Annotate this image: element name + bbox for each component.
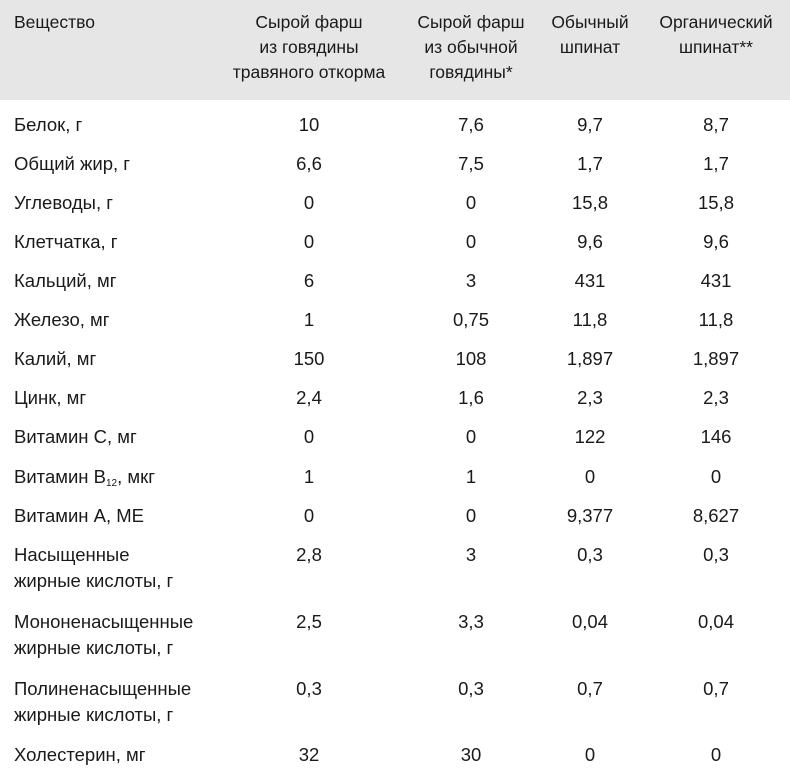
- row-label: Цинк, мг: [14, 387, 87, 408]
- cell-grass-fed-beef: 32: [298, 744, 320, 765]
- cell-grass-fed-beef: 6,6: [296, 153, 322, 174]
- cell-regular-beef: 0,3: [458, 678, 484, 699]
- row-label: Железо, мг: [14, 309, 110, 330]
- cell-organic-spinach: 15,8: [697, 192, 734, 213]
- cell-organic-spinach: 9,6: [703, 231, 729, 252]
- cell-regular-beef: 0: [465, 426, 477, 447]
- cell-organic-spinach: 431: [700, 270, 732, 291]
- cell-grass-fed-beef: 0: [303, 231, 315, 252]
- cell-grass-fed-beef: 150: [293, 348, 325, 369]
- row-label: Мононенасыщенные жирные кислоты, г: [14, 611, 194, 658]
- row-label: Калий, мг: [14, 348, 97, 369]
- cell-regular-beef: 0,75: [452, 309, 489, 330]
- cell-regular-beef: 0: [465, 505, 477, 526]
- cell-grass-fed-beef: 2,5: [296, 611, 322, 632]
- row-label-main: Витамин B: [14, 466, 106, 487]
- row-label: Витамин А, МЕ: [14, 505, 145, 526]
- row-label: Кальций, мг: [14, 270, 117, 291]
- cell-organic-spinach: 11,8: [698, 309, 734, 330]
- row-label: Витамин С, мг: [14, 426, 137, 447]
- cell-regular-beef: 7,5: [458, 153, 484, 174]
- cell-regular-beef: 108: [455, 348, 487, 369]
- cell-regular-spinach: 1,897: [566, 348, 614, 369]
- row-label: Холестерин, мг: [14, 744, 146, 765]
- cell-grass-fed-beef: 0: [303, 426, 315, 447]
- header-grass-fed-beef: Сырой фарш из говядины травяного откорма: [232, 12, 386, 82]
- cell-grass-fed-beef: 0: [303, 192, 315, 213]
- cell-regular-spinach: 0,3: [577, 544, 603, 565]
- cell-grass-fed-beef: 6: [303, 270, 315, 291]
- cell-regular-spinach: 9,6: [577, 231, 603, 252]
- cell-organic-spinach: 8,7: [703, 114, 729, 135]
- cell-organic-spinach: 0: [710, 466, 722, 487]
- header-regular-spinach: Обычный шпинат: [551, 12, 629, 57]
- cell-regular-beef: 0: [465, 192, 477, 213]
- cell-regular-spinach: 0: [584, 744, 596, 765]
- cell-organic-spinach: 0,04: [697, 611, 734, 632]
- cell-regular-spinach: 0: [584, 466, 596, 487]
- cell-regular-spinach: 11,8: [572, 309, 608, 330]
- cell-regular-beef: 1,6: [458, 387, 484, 408]
- row-label: Общий жир, г: [14, 153, 131, 174]
- row-label: Насыщенные жирные кислоты, г: [14, 544, 174, 591]
- row-label: Углеводы, г: [14, 192, 113, 213]
- header-regular-beef: Сырой фарш из обычной говядины*: [417, 12, 525, 82]
- cell-regular-beef: 3: [465, 270, 477, 291]
- cell-regular-spinach: 15,8: [571, 192, 608, 213]
- cell-grass-fed-beef: 1: [303, 466, 315, 487]
- cell-organic-spinach: 8,627: [692, 505, 740, 526]
- cell-regular-spinach: 9,7: [577, 114, 603, 135]
- header-organic-spinach: Органический шпинат**: [659, 12, 773, 57]
- cell-regular-spinach: 0,04: [571, 611, 608, 632]
- cell-grass-fed-beef: 10: [298, 114, 320, 135]
- cell-regular-spinach: 9,377: [566, 505, 614, 526]
- table-header: [0, 0, 790, 100]
- cell-grass-fed-beef: 2,8: [296, 544, 322, 565]
- cell-organic-spinach: 0,3: [703, 544, 729, 565]
- header-substance: Вещество: [14, 12, 95, 32]
- cell-regular-beef: 0: [465, 231, 477, 252]
- cell-regular-beef: 30: [460, 744, 482, 765]
- row-label-unit: , мкг: [117, 466, 155, 487]
- cell-organic-spinach: 0: [710, 744, 722, 765]
- cell-grass-fed-beef: 1: [303, 309, 315, 330]
- cell-regular-beef: 7,6: [458, 114, 484, 135]
- cell-grass-fed-beef: 2,4: [296, 387, 322, 408]
- cell-regular-spinach: 431: [574, 270, 606, 291]
- row-label: Полиненасыщенные жирные кислоты, г: [14, 678, 192, 725]
- cell-grass-fed-beef: 0,3: [296, 678, 322, 699]
- cell-regular-spinach: 122: [574, 426, 606, 447]
- cell-regular-beef: 1: [465, 466, 477, 487]
- cell-organic-spinach: 2,3: [703, 387, 729, 408]
- cell-regular-beef: 3,3: [458, 611, 484, 632]
- row-label: Клетчатка, г: [14, 231, 118, 252]
- cell-organic-spinach: 146: [700, 426, 732, 447]
- cell-regular-spinach: 0,7: [577, 678, 603, 699]
- cell-grass-fed-beef: 0: [303, 505, 315, 526]
- cell-regular-beef: 3: [465, 544, 477, 565]
- row-label-subscript: 12: [105, 478, 118, 489]
- cell-organic-spinach: 1,7: [703, 153, 729, 174]
- cell-regular-spinach: 1,7: [577, 153, 603, 174]
- cell-regular-spinach: 2,3: [577, 387, 603, 408]
- cell-organic-spinach: 0,7: [703, 678, 729, 699]
- row-label: [14, 464, 244, 490]
- row-label: Белок, г: [14, 114, 83, 135]
- cell-organic-spinach: 1,897: [692, 348, 740, 369]
